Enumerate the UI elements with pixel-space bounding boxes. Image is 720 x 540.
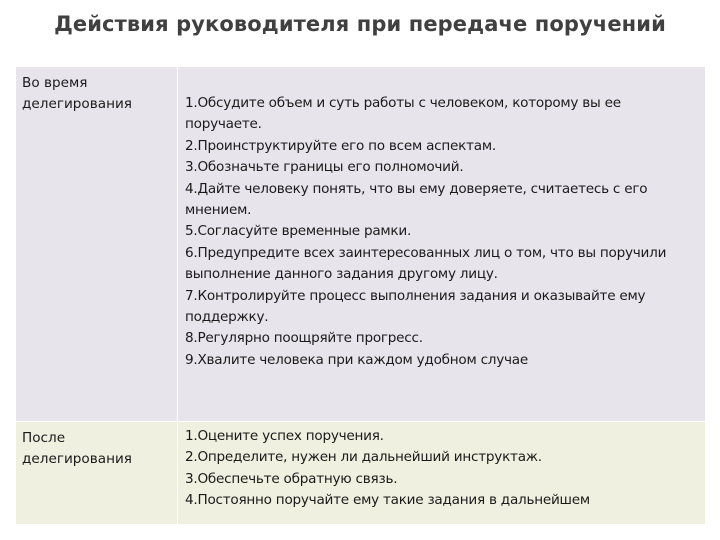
list-item: 2.Определите, нужен ли дальнейший инструктаж. — [185, 449, 542, 466]
page-title: Действия руководителя при передаче поручений — [54, 12, 666, 36]
list-item: 1.Обсудите объем и суть работы с человеком, которому вы ее поручаете. — [185, 95, 621, 133]
list-item: 1.Оцените успех поручения. — [185, 428, 384, 444]
list-item: 3.Обозначьте границы его полномочий. — [185, 159, 464, 176]
list-item: 7.Контролируйте процесс выполнения задания и оказывайте ему поддержку. — [185, 287, 646, 326]
list-item: 6.Предупредите всех заинтересованных лиц о том, что вы поручили выполнение данного задания другому лицу. — [185, 244, 667, 283]
action-list-after — [185, 426, 701, 512]
row-items-during — [178, 67, 706, 422]
list-item: 2.Проинструктируйте его по всем аспектам. — [185, 137, 496, 154]
row-label-during: Во время делегирования — [16, 67, 178, 422]
row-label-after: После делегирования — [16, 422, 178, 525]
list-item: 9.Хвалите человека при каждом удобном случае — [185, 351, 528, 368]
list-item: 4.Дайте человеку понять, что вы ему доверяете, считаетесь с его мнением. — [185, 180, 648, 219]
row-items-after — [178, 422, 706, 525]
list-item: 5.Согласуйте временные рамки. — [185, 223, 412, 240]
delegation-table — [15, 66, 706, 525]
table-row-after — [16, 422, 706, 525]
list-item: 3.Обеспечьте обратную связь. — [185, 470, 398, 487]
action-list-during — [185, 93, 701, 371]
list-item: 4.Постоянно поручайте ему такие задания в дальнейшем — [185, 492, 590, 509]
table-row-during — [16, 67, 706, 422]
list-item: 8.Регулярно поощряйте прогресс. — [185, 330, 423, 347]
